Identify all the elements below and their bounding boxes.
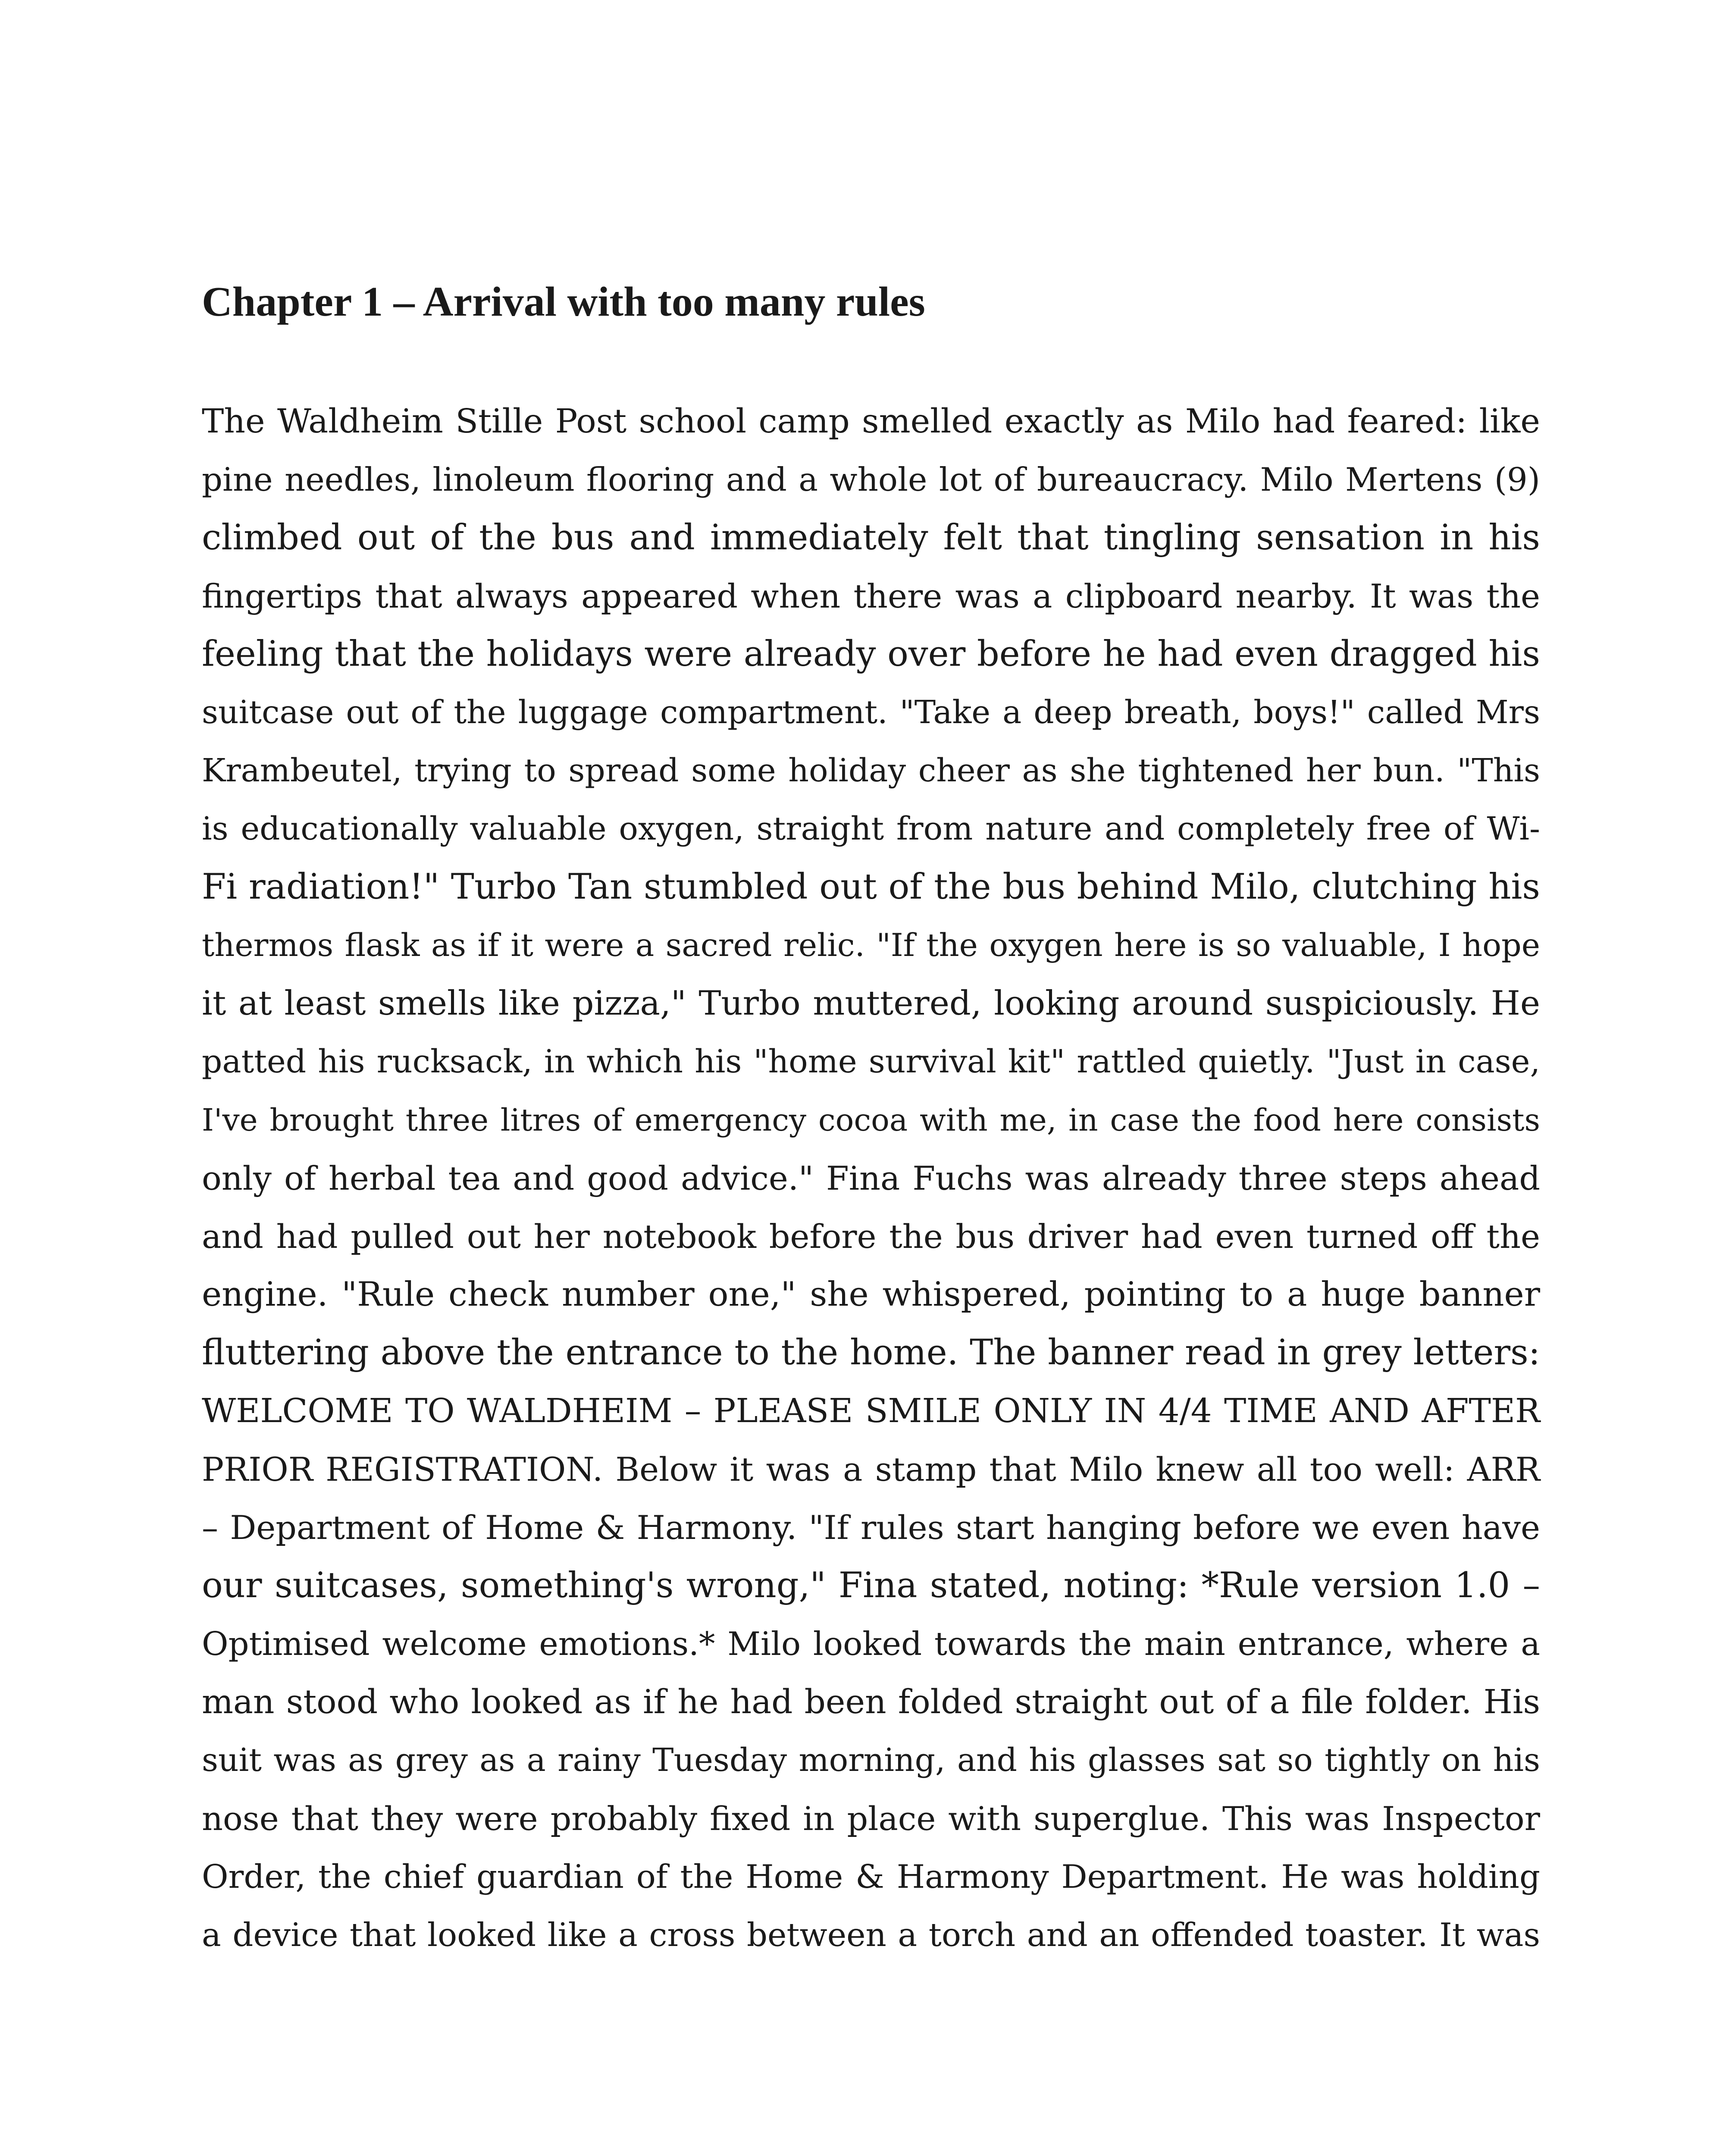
paragraph-line: patted his rucksack, in which his "home survival kit" rattled quietly. "Just in case,: [202, 1043, 1540, 1080]
paragraph-line: pine needles, linoleum flooring and a whole lot of bureaucracy. Milo Mertens (9): [202, 461, 1540, 498]
paragraph-line: Order, the chief guardian of the Home & Harmony Department. He was holding: [202, 1858, 1540, 1896]
paragraph-line: suit was as grey as a rainy Tuesday morning, and his glasses sat so tightly on his: [202, 1742, 1540, 1779]
paragraph-line: WELCOME TO WALDHEIM – PLEASE SMILE ONLY IN 4/4 TIME AND AFTER: [202, 1392, 1540, 1430]
paragraph-line: climbed out of the bus and immediately felt that tingling sensation in his: [202, 517, 1540, 558]
paragraph-line: The Waldheim Stille Post school camp smelled exactly as Milo had feared: like: [202, 402, 1540, 441]
paragraph-line: it at least smells like pizza," Turbo muttered, looking around suspiciously. He: [202, 984, 1540, 1023]
paragraph-line: feeling that the holidays were already over before he had even dragged his: [202, 634, 1540, 674]
paragraph-line: Krambeutel, trying to spread some holiday cheer as she tightened her bun. "This: [202, 752, 1540, 789]
paragraph-line: PRIOR REGISTRATION. Below it was a stamp that Milo knew all too well: ARR: [202, 1450, 1540, 1489]
paragraph-line: suitcase out of the luggage compartment. "Take a deep breath, boys!" called Mrs: [202, 694, 1540, 731]
page-content: [202, 274, 1540, 1964]
paragraph-line: I've brought three litres of emergency cocoa with me, in case the food here consists: [202, 1102, 1540, 1138]
paragraph-line: Optimised welcome emotions.* Milo looked towards the main entrance, where a: [202, 1625, 1540, 1663]
paragraph-line: and had pulled out her notebook before the bus driver had even turned off the: [202, 1217, 1540, 1256]
paragraph-line: man stood who looked as if he had been folded straight out of a file folder. His: [202, 1683, 1540, 1721]
paragraph-line: – Department of Home & Harmony. "If rules start hanging before we even have: [202, 1508, 1540, 1547]
paragraph-line: our suitcases, something's wrong," Fina stated, noting: *Rule version 1.0 –: [202, 1565, 1540, 1606]
paragraph-line: Fi radiation!" Turbo Tan stumbled out of the bus behind Milo, clutching his: [202, 867, 1540, 907]
paragraph-line: nose that they were probably fixed in place with superglue. This was Inspector: [202, 1799, 1540, 1838]
paragraph-line: fingertips that always appeared when there was a clipboard nearby. It was the: [202, 577, 1540, 615]
paragraph-line: only of herbal tea and good advice." Fina Fuchs was already three steps ahead: [202, 1159, 1540, 1197]
chapter-title: Chapter 1 – Arrival with too many rules: [202, 279, 925, 325]
paragraph-line: thermos flask as if it were a sacred relic. "If the oxygen here is so valuable, I hope: [202, 927, 1540, 964]
paragraph-line: a device that looked like a cross between a torch and an offended toaster. It was: [202, 1916, 1540, 1954]
paragraph-line: is educationally valuable oxygen, straight from nature and completely free of Wi-: [202, 810, 1540, 847]
paragraph-line: engine. "Rule check number one," she whispered, pointing to a huge banner: [202, 1275, 1540, 1314]
paragraph-line: fluttering above the entrance to the home. The banner read in grey letters:: [202, 1332, 1540, 1373]
body-paragraph: [202, 392, 1540, 1964]
